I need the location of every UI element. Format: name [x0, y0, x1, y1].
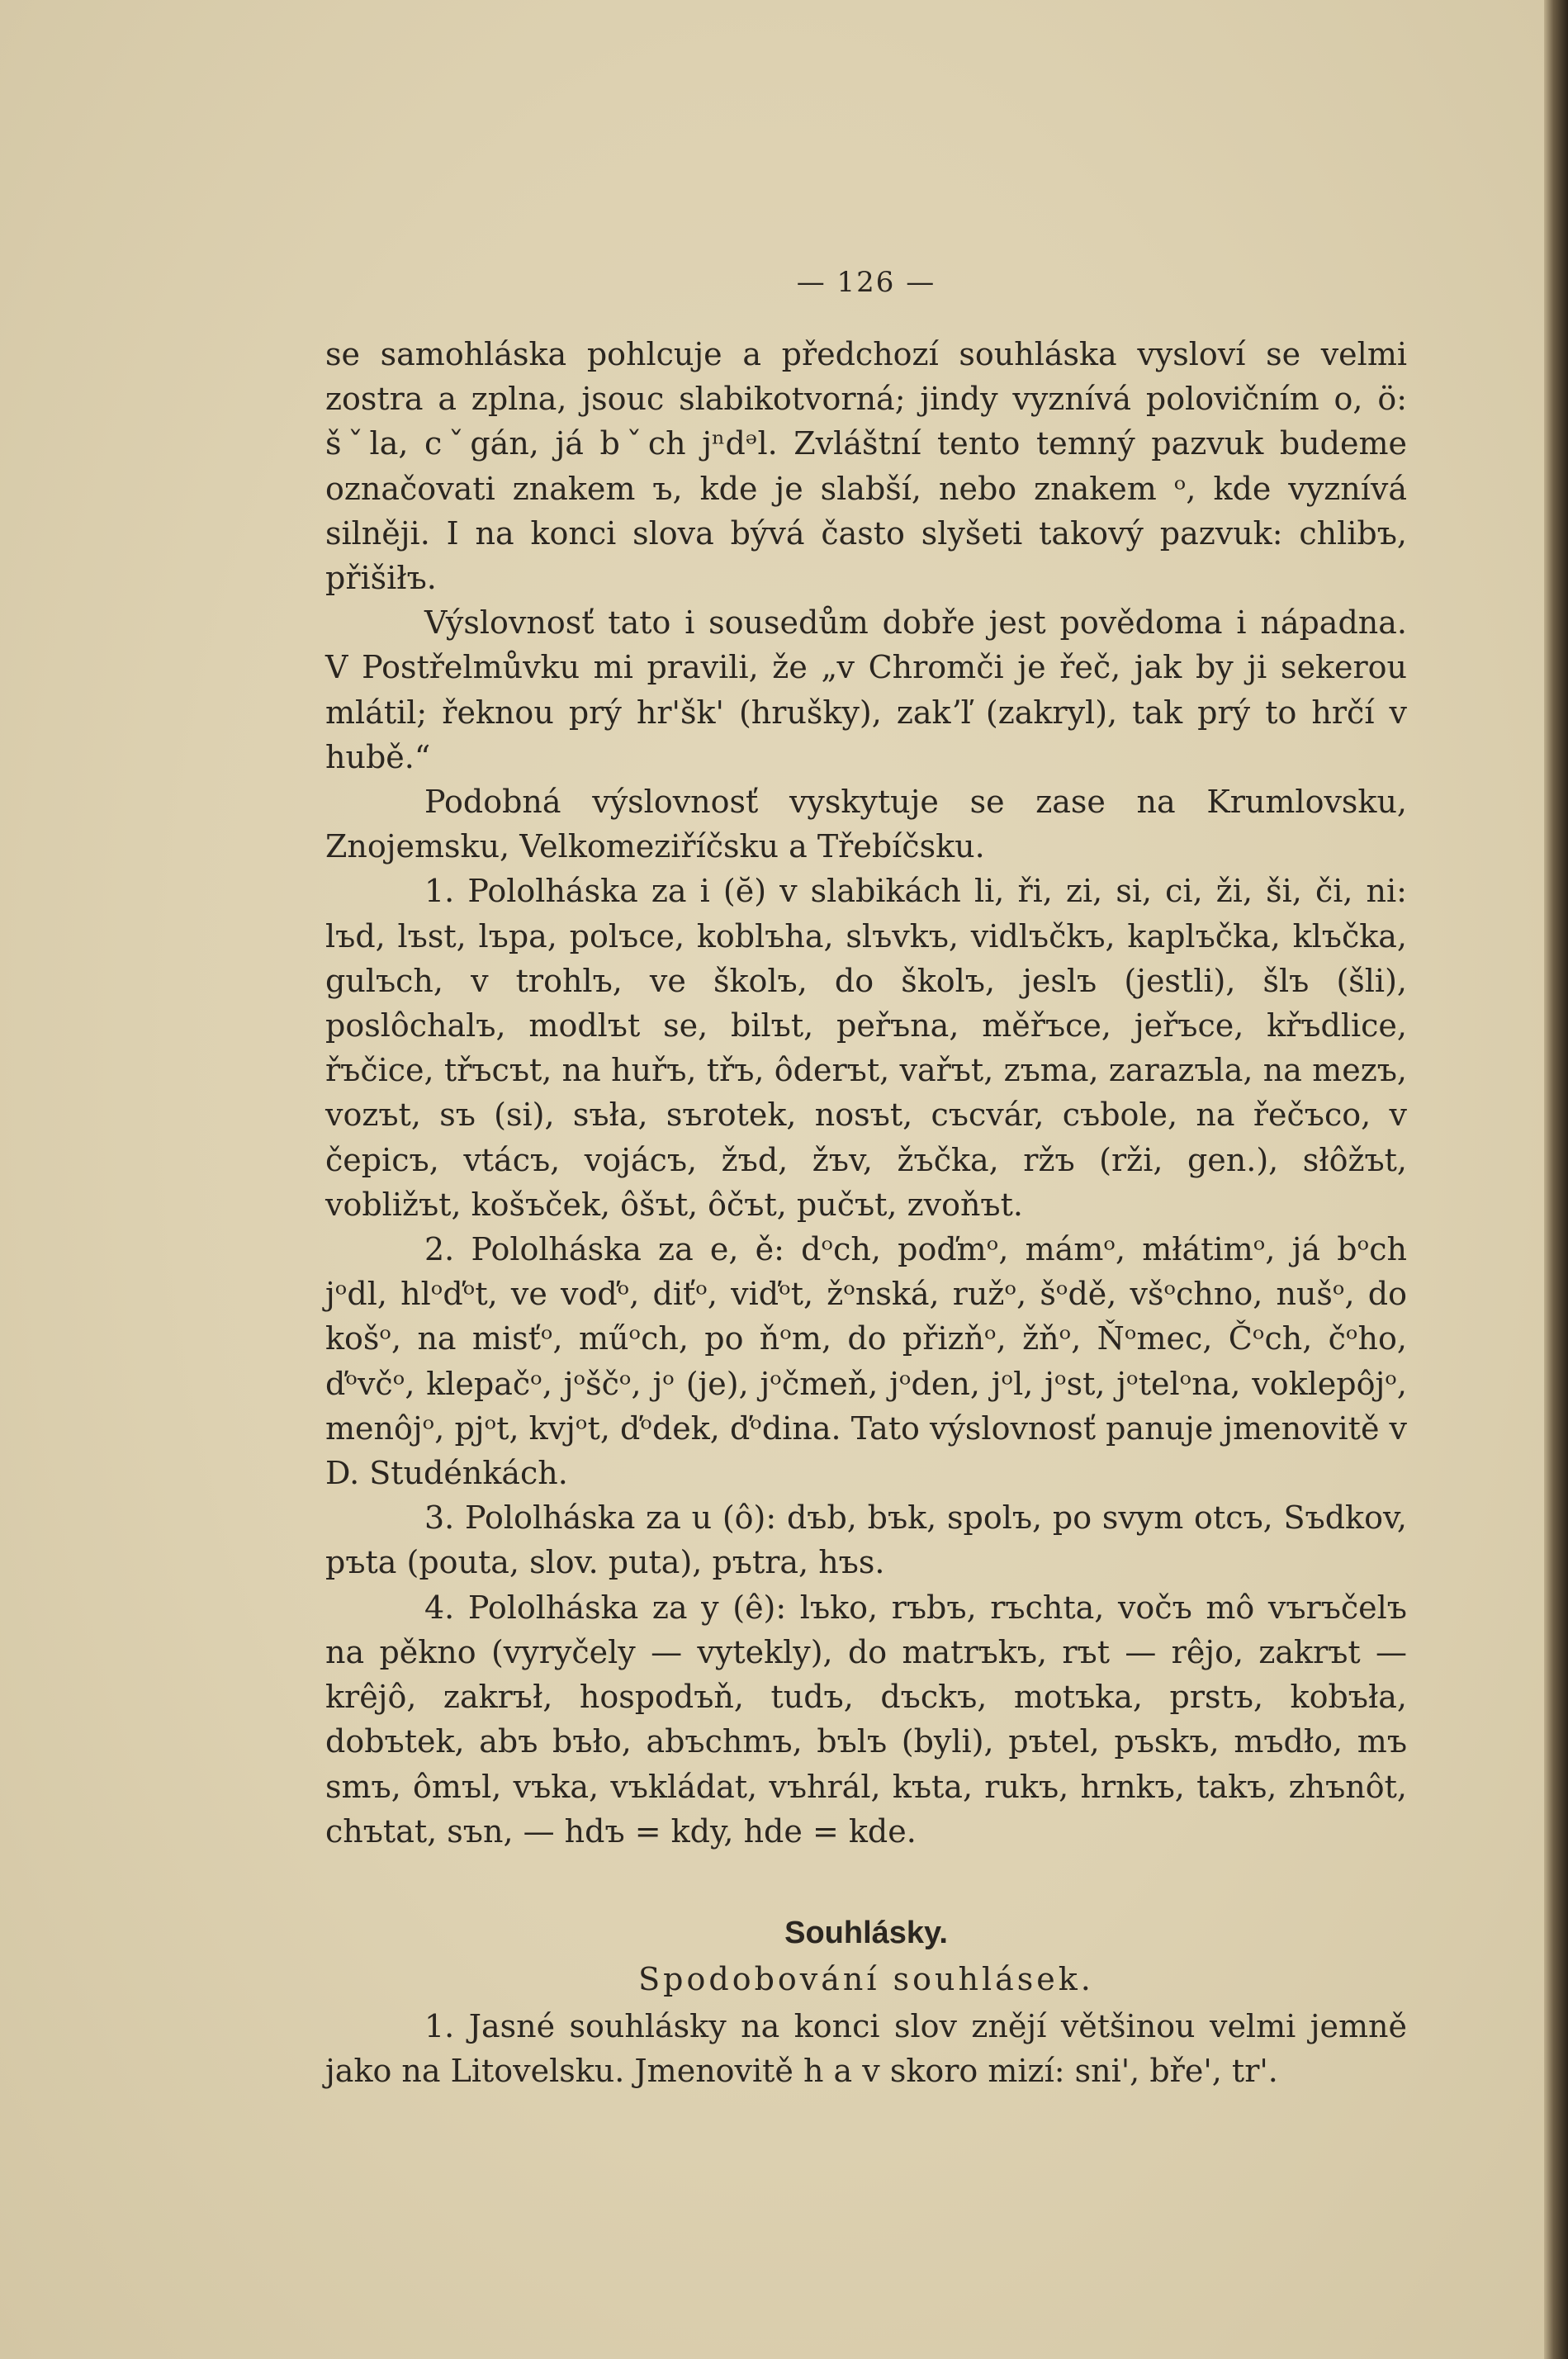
paragraph-pronunciation: Výslovnosť tato i sousedům dobře jest povědoma i nápadna. V Postřelmůvku mi pravili, že „v Chromči je řeč, jak by ji sekerou mlátil; řeknou prý hr'šk' (hrušky), zakʼľ (zakryl), tak prý to hrčí v hubě.“: [325, 604, 1407, 775]
paragraph-semivowel-i: 1. Pololháska za i (ĕ) v slabikách li, ři, zi, si, ci, ži, ši, či, ni: lъd, lъst, lъpa, polъce, koblъha, slъvkъ, vidlъčkъ, kaplъčka, klъčka, gulъch, v trohlъ, ve školъ, do školъ, jeslъ (jestli), šlъ (šli), poslôchalъ, modlъt se, bilъt, peřъna, měřъce, jeřъce, křъdlice, řъčice, třъcъt, na huřъ, třъ, ôderъt, vařъt, zъma, zarazъla, na mezъ, vozъt, sъ (si), sъła, sъrotek, nosъt, cъcvár, cъbole, na řečъco, v čepicъ, vtácъ, vojácъ, žъd, žъv, žъčka, ržъ (rži, gen.), słôžъt, vobližъt, košъček, ôšъt, ôčъt, pučъt, zvoňъt.: [325, 873, 1407, 1223]
section-title: Souhlásky.: [784, 1915, 948, 1950]
page-edge: [1544, 0, 1568, 2359]
subsection-title: Spodobování souhlásek.: [638, 1960, 1094, 1997]
paragraph-semivowel-u: 3. Pololháska za u (ô): dъb, bъk, spolъ, po svym otcъ, Sъdkov, pъta (pouta, slov. puta), pъtra, hъs.: [325, 1499, 1407, 1581]
paragraph-semivowel-e: 2. Pololháska za e, ě: dᵒch, poďmᵒ, mámᵒ, młátimᵒ, já bᵒch jᵒdl, hlᵒďᵒt, ve voďᵒ, diťᵒ, viďᵒt, žᵒnská, ružᵒ, šᵒdě, všᵒchno, nušᵒ, do košᵒ, na misťᵒ, műᵒch, po ňᵒm, do přizňᵒ, žňᵒ, Ňᵒmec, Čᵒch, čᵒho, ďᵒvčᵒ, klepačᵒ, jᵒščᵒ, jᵒ (je), jᵒčmeň, jᵒden, jᵒl, jᵒst, jᵒtelᵒna, voklepôjᵒ, menôjᵒ, pjᵒt, kvjᵒt, ďᵒdek, ďᵒdina. Tato výslovnosť panuje jmenovitě v D. Studénkách.: [325, 1231, 1407, 1492]
page-number: — 126 —: [796, 266, 936, 299]
paragraph-regions: Podobná výslovnosť vyskytuje se zase na Krumlovsku, Znojemsku, Velkomeziříčsku a Třebíčsku.: [325, 784, 1407, 865]
paragraph-continuation: se samohláska pohlcuje a předchozí souhláska vysloví se velmi zostra a zplna, jsouc slabikotvorná; jindy vyznívá polovičním o, ö: šˇla, cˇgán, já bˇch jⁿdᵊl. Zvláštní tento temný pazvuk budeme označovati znakem ъ, kde je slabší, nebo znakem ᵒ, kde vyznívá silněji. I na konci slova bývá často slyšeti takový pazvuk: chlibъ, přišiłъ.: [325, 336, 1407, 597]
paragraph-semivowel-y: 4. Pololháska za y (ê): lъko, rъbъ, rъchta, vočъ mô vъrъčelъ na pěkno (vyryčely — vytekly), do matrъkъ, rъt — rêjo, zakrъt — krêjô, zakrъł, hospodъň, tudъ, dъckъ, motъka, prstъ, kobъła, dobъtek, abъ bъło, abъchmъ, bъlъ (byli), pъtel, pъskъ, mъdło, mъ smъ, ômъl, vъka, vъkládat, vъhrál, kъta, rukъ, hrnkъ, takъ, zhъnôt, chъtat, sъn, — hdъ = kdy, hde = kde.: [325, 1589, 1407, 1850]
text-block: [325, 264, 1407, 2093]
paragraph-consonants: 1. Jasné souhlásky na konci slov znějí většinou velmi jemně jako na Litovelsku. Jmenovitě h a v skoro mizí: sni', bře', tr'.: [325, 2007, 1407, 2090]
